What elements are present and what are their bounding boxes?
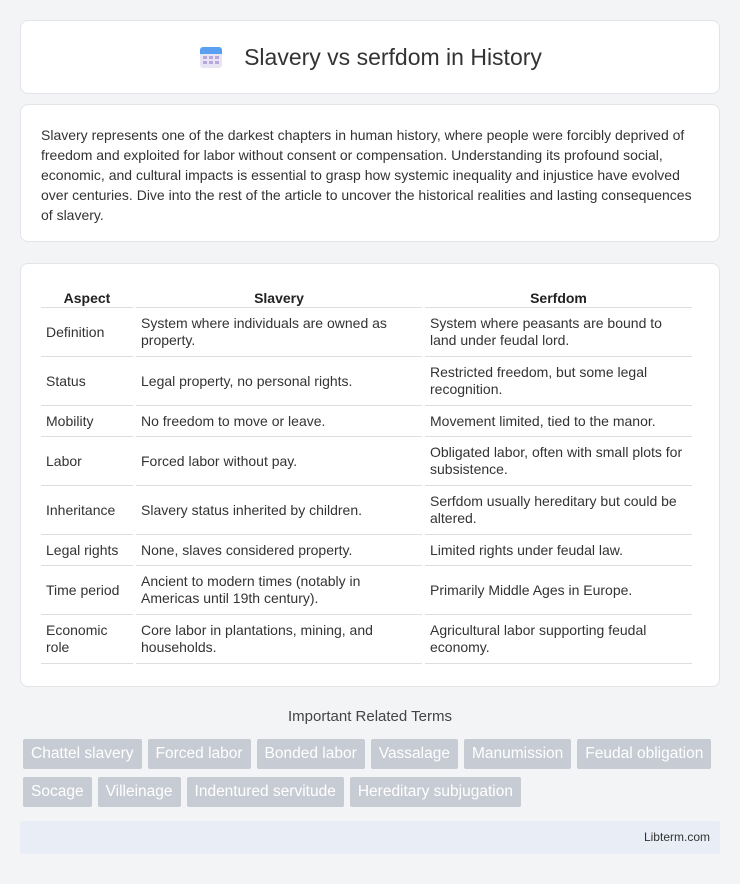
cell-slavery: System where individuals are owned as property.: [136, 308, 422, 357]
intro-card: [20, 104, 720, 242]
cell-aspect: Labor: [41, 437, 133, 486]
cell-slavery: Ancient to modern times (notably in Americas until 19th century).: [136, 566, 422, 615]
cell-aspect: Legal rights: [41, 535, 133, 566]
cell-serfdom: Serfdom usually hereditary but could be altered.: [425, 486, 692, 535]
footer: [20, 821, 720, 854]
cell-serfdom: System where peasants are bound to land under feudal lord.: [425, 308, 692, 357]
cell-serfdom: Primarily Middle Ages in Europe.: [425, 566, 692, 615]
related-terms-list: [23, 739, 723, 807]
cell-slavery: No freedom to move or leave.: [136, 406, 422, 437]
related-terms-title: Important Related Terms: [288, 708, 452, 725]
cell-aspect: Status: [41, 357, 133, 406]
table-row: [41, 535, 692, 566]
cell-serfdom: Limited rights under feudal law.: [425, 535, 692, 566]
related-term-tag[interactable]: Hereditary subjugation: [350, 777, 521, 807]
related-term-tag[interactable]: Bonded labor: [257, 739, 365, 769]
table-row: [41, 486, 692, 535]
table-row: [41, 357, 692, 406]
comparison-card: [20, 263, 720, 687]
cell-aspect: Inheritance: [41, 486, 133, 535]
related-term-tag[interactable]: Socage: [23, 777, 92, 807]
calendar-icon: [198, 44, 224, 70]
page-title: Slavery vs serfdom in History: [244, 43, 542, 70]
comparison-table: [38, 286, 695, 664]
related-term-tag[interactable]: Forced labor: [148, 739, 251, 769]
cell-serfdom: Restricted freedom, but some legal recognition.: [425, 357, 692, 406]
table-row: [41, 308, 692, 357]
cell-aspect: Definition: [41, 308, 133, 357]
related-term-tag[interactable]: Manumission: [464, 739, 571, 769]
table-row: [41, 566, 692, 615]
column-header-slavery: Slavery: [136, 286, 422, 308]
column-header-aspect: Aspect: [41, 286, 133, 308]
table-header-row: [41, 286, 692, 308]
cell-serfdom: Agricultural labor supporting feudal economy.: [425, 615, 692, 664]
cell-serfdom: Movement limited, tied to the manor.: [425, 406, 692, 437]
cell-aspect: Mobility: [41, 406, 133, 437]
footer-site-link[interactable]: Libterm.com: [643, 830, 710, 844]
cell-aspect: Time period: [41, 566, 133, 615]
cell-slavery: Forced labor without pay.: [136, 437, 422, 486]
page-header: [20, 20, 720, 94]
related-term-tag[interactable]: Chattel slavery: [23, 739, 142, 769]
related-term-tag[interactable]: Vassalage: [371, 739, 458, 769]
cell-aspect: Economic role: [41, 615, 133, 664]
related-term-tag[interactable]: Feudal obligation: [577, 739, 711, 769]
column-header-serfdom: Serfdom: [425, 286, 692, 308]
table-row: [41, 406, 692, 437]
cell-slavery: Core labor in plantations, mining, and households.: [136, 615, 422, 664]
table-row: [41, 615, 692, 664]
related-term-tag[interactable]: Villeinage: [98, 777, 181, 807]
cell-slavery: Legal property, no personal rights.: [136, 357, 422, 406]
related-term-tag[interactable]: Indentured servitude: [187, 777, 344, 807]
intro-text: Slavery represents one of the darkest chapters in human history, where people were forcibly deprived of freedom and exploited for labor without consent or compensation. Understanding its profound social, economic, and cultural impacts is essential to grasp how systemic inequality and injustice have evolved over centuries. Dive into the rest of the article to uncover the historical realities and lasting consequences of slavery.: [41, 127, 692, 223]
table-row: [41, 437, 692, 486]
cell-slavery: Slavery status inherited by children.: [136, 486, 422, 535]
cell-slavery: None, slaves considered property.: [136, 535, 422, 566]
cell-serfdom: Obligated labor, often with small plots for subsistence.: [425, 437, 692, 486]
